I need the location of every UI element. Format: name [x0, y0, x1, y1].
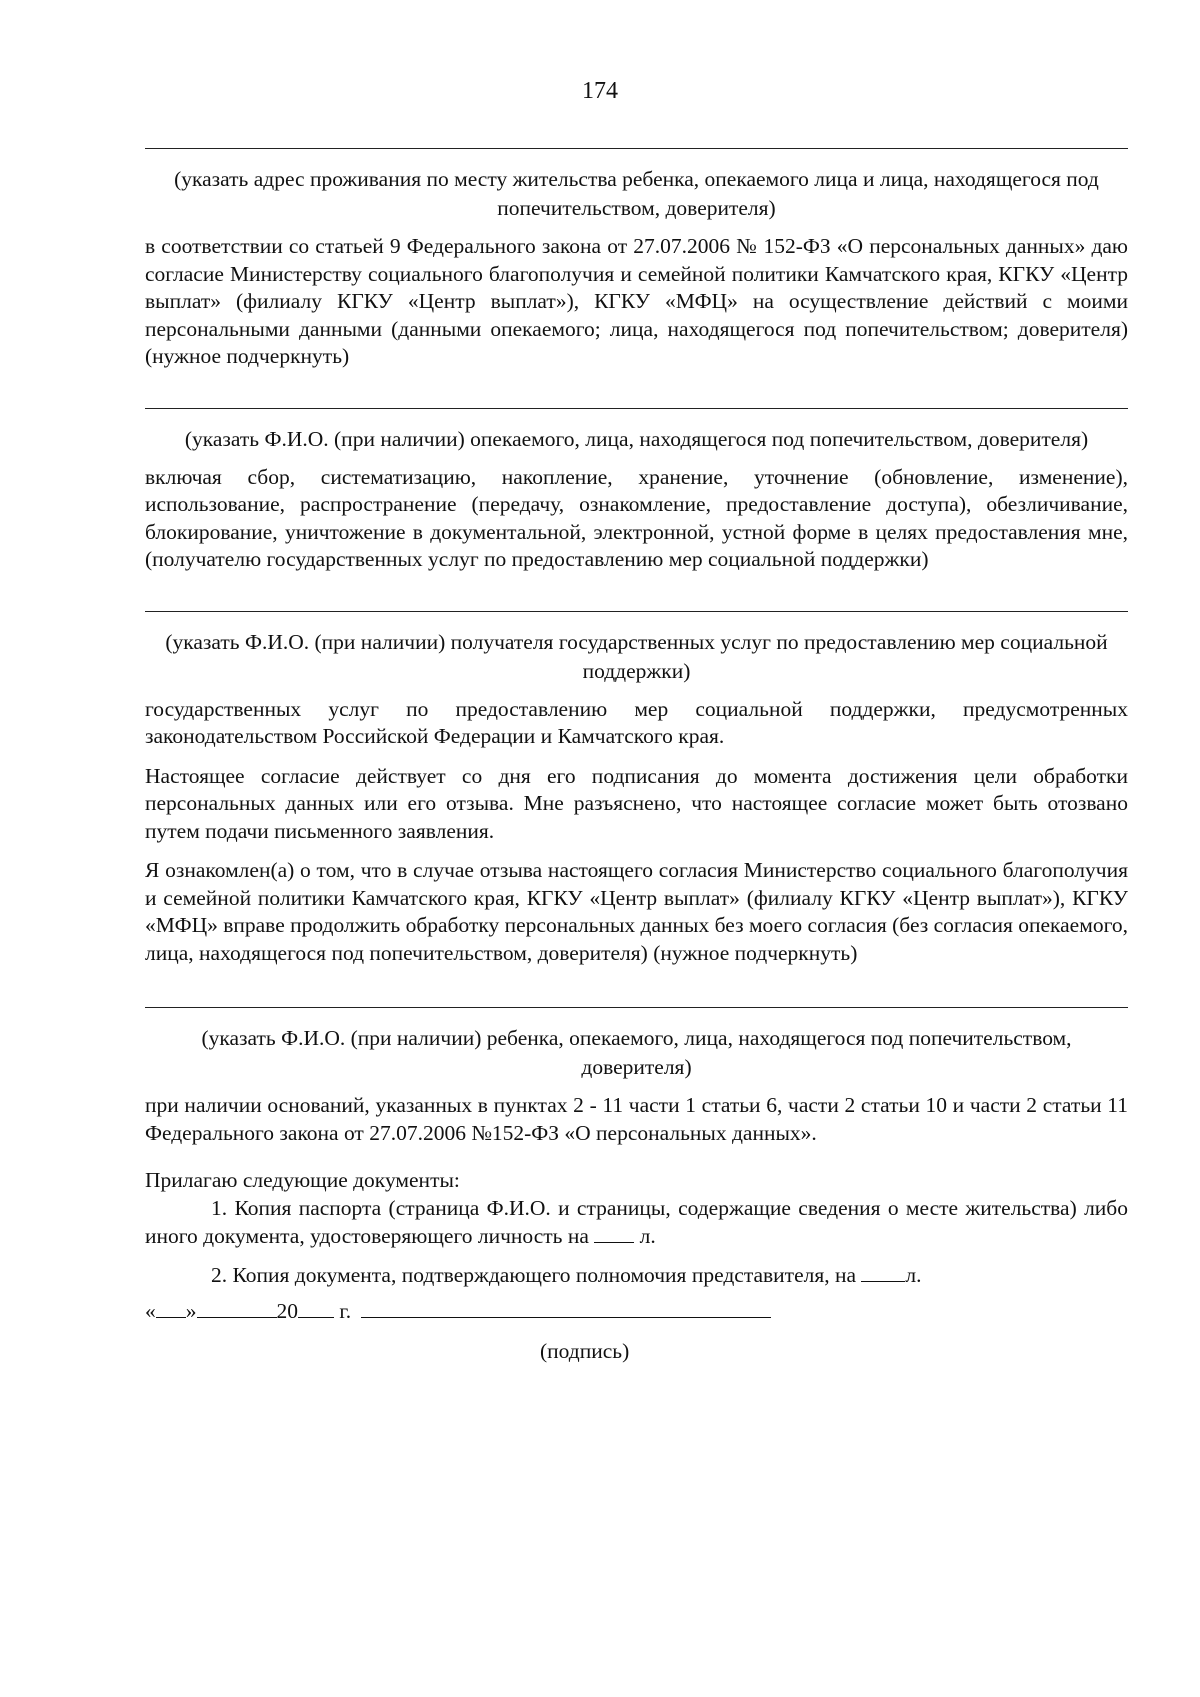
paragraph-services: государственных услуг по предоставлению мер социальной поддержки, предусмотренных законодательством Российской Федерации и Камчатского края. — [145, 696, 1128, 748]
date-close-quote: » — [185, 1299, 197, 1323]
date-month-blank[interactable] — [197, 1297, 277, 1318]
caption-recipient: (указать Ф.И.О. (при наличии) получателя государственных услуг по предоставлению мер социальной поддержки) — [165, 629, 1108, 683]
date-open-quote: « — [145, 1299, 156, 1323]
attachment-item-authority — [145, 1261, 1128, 1290]
date-day-blank[interactable] — [156, 1297, 186, 1318]
paragraph-validity: Настоящее согласие действует со дня его подписания до момента достижения цели обработки персональных данных или его отзыва. Мне разъяснено, что настоящее согласие может быть отозвано путем подачи письменного заявления. — [145, 763, 1128, 843]
paragraph-grounds: при наличии оснований, указанных в пунктах 2 - 11 части 1 статьи 6, части 2 статьи 10 и части 2 статьи 11 Федерального закона от 27.07.2006 №152-ФЗ «О персональных данных». — [145, 1093, 1128, 1145]
attachment-item-authority-text: 2. Копия документа, подтверждающего полномочия представителя, на — [211, 1262, 857, 1287]
signature-label: (подпись) — [540, 1339, 630, 1363]
attachment-item-passport — [145, 1195, 1128, 1251]
authority-pages-suffix: л. — [905, 1262, 922, 1287]
attachments-heading: Прилагаю следующие документы: — [145, 1168, 460, 1192]
passport-pages-suffix: л. — [639, 1224, 656, 1248]
document-body — [145, 0, 1128, 1367]
paragraph-consent: в соответствии со статьей 9 Федерального закона от 27.07.2006 № 152-ФЗ «О персональных данных» даю согласие Министерству социального благополучия и семейной политики Камчатского края, КГКУ «Центр выплат» (филиалу КГКУ «Центр выплат»), КГКУ «МФЦ» на осуществление действий с моими персональными данными (данными опекаемого; лица, находящегося под попечительством; доверителя) (нужное подчеркнуть) — [145, 234, 1128, 368]
passport-pages-blank[interactable] — [594, 1222, 634, 1243]
date-year-prefix: 20 — [276, 1299, 298, 1323]
signature-blank[interactable] — [361, 1297, 771, 1318]
page-number: 174 — [582, 78, 618, 104]
caption-child: (указать Ф.И.О. (при наличии) ребенка, опекаемого, лица, находящегося под попечительством, доверителя) — [201, 1026, 1072, 1079]
date-signature-line — [145, 1297, 1128, 1325]
attachment-item-passport-text: 1. Копия паспорта (страница Ф.И.О. и страницы, содержащие сведения о месте жительства) либо иного документа, удостоверяющего личность на — [145, 1195, 1128, 1248]
caption-ward: (указать Ф.И.О. (при наличии) опекаемого, лица, находящегося под попечительством, доверителя) — [184, 426, 1089, 451]
date-year-suffix: г. — [339, 1299, 352, 1323]
authority-pages-blank[interactable] — [861, 1261, 905, 1282]
caption-address: (указать адрес проживания по месту жительства ребенка, опекаемого лица и лица, находящегося под попечительством, доверителя) — [174, 167, 1099, 220]
paragraph-informed: Я ознакомлен(а) о том, что в случае отзыва настоящего согласия Министерство социального благополучия и семейной политики Камчатского края, КГКУ «Центр выплат» (филиалу КГКУ «Центр выплат»), КГКУ «МФЦ» вправе продолжить обработку персональных данных без моего согласия (без согласия опекаемого, лица, находящегося под попечительством, доверителя) (нужное подчеркнуть) — [145, 858, 1128, 965]
paragraph-actions: включая сбор, систематизацию, накопление, хранение, уточнение (обновление, изменение), использование, распространение (передачу, ознакомление, предоставление доступа), обезличивание, блокирование, уничтожение в документальной, электронной, устной форме в целях предоставления мне, (получателю государственных услуг по предоставлению мер социальной поддержки) — [145, 464, 1128, 571]
date-year-blank[interactable] — [298, 1297, 334, 1318]
